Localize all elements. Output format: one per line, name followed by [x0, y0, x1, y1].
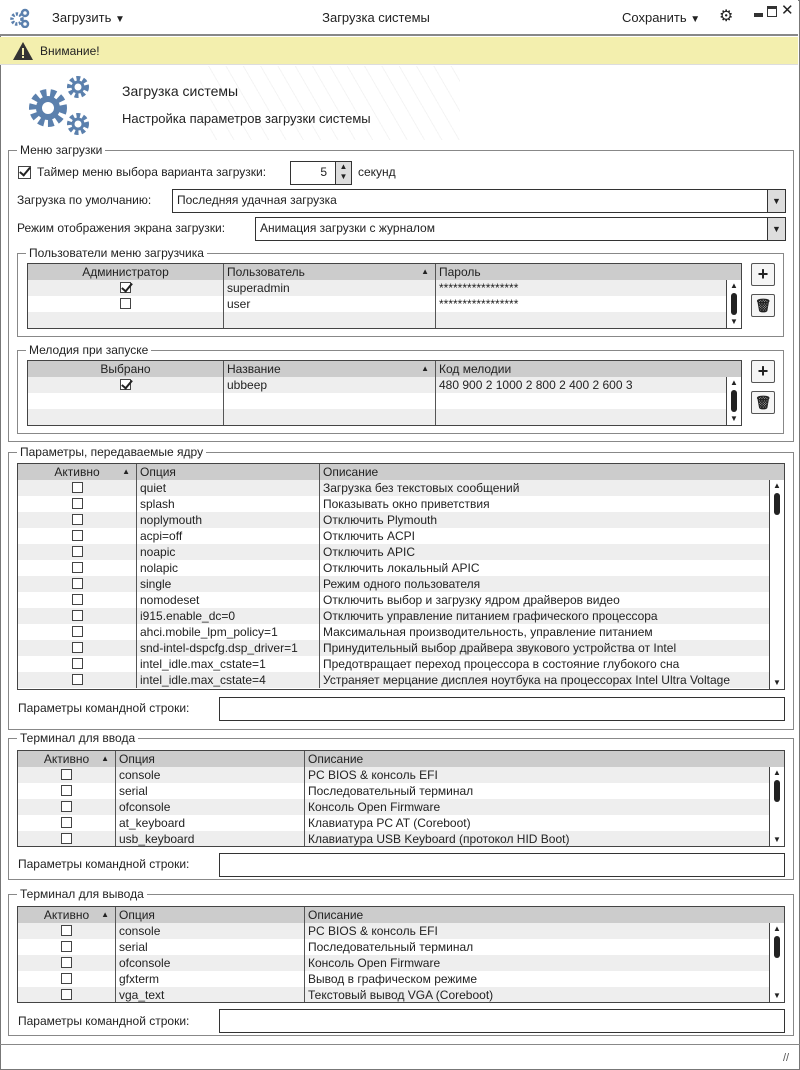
- column-header-label: Описание: [308, 908, 364, 922]
- row-checkbox[interactable]: [61, 973, 72, 984]
- row-checkbox[interactable]: [72, 498, 83, 509]
- scroll-up-icon[interactable]: ▲: [773, 924, 781, 933]
- table-row[interactable]: [18, 608, 769, 624]
- table-cell: serial: [115, 939, 304, 955]
- table-cell: Принудительный выбор драйвера звукового устройства от Intel: [319, 640, 769, 656]
- close-icon[interactable]: ✕: [781, 2, 794, 19]
- table-cell: acpi=off: [136, 528, 319, 544]
- default-boot-combo[interactable]: [172, 189, 786, 213]
- table-row[interactable]: [18, 624, 769, 640]
- checkbox-cell: [18, 971, 115, 987]
- add-melody-button[interactable]: [751, 360, 775, 383]
- kernel-cmdline-label: Параметры командной строки:: [18, 701, 190, 715]
- table-header: [28, 264, 741, 280]
- table-cell: Загрузка без текстовых сообщений: [319, 480, 769, 496]
- checkbox-cell: [18, 528, 136, 544]
- table-row[interactable]: [18, 592, 769, 608]
- table-cell: Консоль Open Firmware: [304, 799, 769, 815]
- table-cell: Последовательный терминал: [304, 783, 769, 799]
- term-in-cmdline-input[interactable]: [219, 853, 785, 877]
- table-cell: Вывод в графическом режиме: [304, 971, 769, 987]
- table-cell: ubbeep: [223, 377, 435, 393]
- column-header-label: Выбрано: [100, 362, 151, 376]
- table-cell: vga_text: [115, 987, 304, 1003]
- table-cell: Отключить ACPI: [319, 528, 769, 544]
- row-checkbox[interactable]: [61, 957, 72, 968]
- checkbox-cell: [18, 815, 115, 831]
- boot-users-table: [27, 263, 742, 329]
- trash-icon: 🗑: [754, 297, 772, 313]
- table-cell: quiet: [136, 480, 319, 496]
- scroll-down-icon[interactable]: ▼: [773, 678, 781, 687]
- page-title: Загрузка системы: [122, 83, 239, 99]
- page-subtitle: Настройка параметров загрузки системы: [122, 111, 371, 126]
- row-checkbox[interactable]: [61, 785, 72, 796]
- empty-cell: [435, 312, 726, 328]
- table-cell: Отключить выбор и загрузку ядром драйверов видео: [319, 592, 769, 608]
- row-checkbox[interactable]: [72, 578, 83, 589]
- table-cell: user: [223, 296, 435, 312]
- maximize-icon[interactable]: [767, 6, 777, 17]
- row-checkbox[interactable]: [72, 546, 83, 557]
- trash-icon: 🗑: [754, 394, 772, 410]
- column-header-label: Код мелодии: [439, 362, 512, 376]
- term-in-legend: Терминал для ввода: [17, 731, 138, 745]
- table-cell: splash: [136, 496, 319, 512]
- table-row[interactable]: [18, 496, 769, 512]
- empty-cell: [28, 312, 223, 328]
- term-in-table: [17, 750, 785, 847]
- checkbox-cell: [28, 377, 223, 393]
- kernel-cmdline-input[interactable]: [219, 697, 785, 721]
- checkbox-cell: [18, 592, 136, 608]
- scroll-down-icon[interactable]: ▼: [773, 991, 781, 1000]
- term-out-table: [17, 906, 785, 1003]
- column-header[interactable]: [115, 751, 304, 767]
- term-out-cmdline-input[interactable]: [219, 1009, 785, 1033]
- checkbox-cell: [18, 799, 115, 815]
- timer-spinner[interactable]: [290, 161, 352, 185]
- table-row[interactable]: [18, 955, 769, 971]
- checkbox-cell: [18, 560, 136, 576]
- empty-cell: [223, 393, 435, 409]
- timer-value: 5: [320, 165, 327, 179]
- table-cell: PC BIOS & консоль EFI: [304, 923, 769, 939]
- resize-grip-icon[interactable]: //: [783, 1052, 790, 1064]
- scroll-thumb[interactable]: [774, 493, 780, 515]
- table-cell: usb_keyboard: [115, 831, 304, 847]
- settings-gear-icon[interactable]: ⚙: [719, 8, 734, 25]
- table-row[interactable]: [18, 480, 769, 496]
- table-row[interactable]: [18, 799, 769, 815]
- scroll-down-icon[interactable]: ▼: [773, 835, 781, 844]
- table-cell: Устраняет мерцание дисплея ноутбука на процессорах Intel Ultra Voltage: [319, 672, 769, 688]
- table-row[interactable]: [18, 528, 769, 544]
- sort-ascending-icon: ▲: [421, 267, 429, 276]
- table-cell: single: [136, 576, 319, 592]
- column-header[interactable]: [223, 264, 435, 280]
- warning-text: Внимание!: [40, 44, 100, 58]
- sort-ascending-icon: ▲: [122, 467, 130, 476]
- row-checkbox[interactable]: [120, 298, 131, 309]
- table-row[interactable]: [18, 672, 769, 688]
- row-checkbox[interactable]: [72, 530, 83, 541]
- row-checkbox[interactable]: [61, 833, 72, 844]
- boot-users-legend: Пользователи меню загрузчика: [26, 246, 207, 260]
- table-cell: ofconsole: [115, 799, 304, 815]
- checkbox-cell: [18, 624, 136, 640]
- spinner-arrows-icon[interactable]: ▲ ▼: [335, 162, 351, 184]
- column-header-label: Опция: [119, 908, 155, 922]
- warning-icon: [12, 41, 34, 61]
- system-gears-icon: [26, 74, 94, 138]
- scrollbar[interactable]: [769, 923, 784, 1002]
- status-bar-divider: [0, 1044, 800, 1045]
- table-header: [18, 464, 784, 480]
- default-boot-label: Загрузка по умолчанию:: [17, 193, 152, 207]
- timer-unit: секунд: [358, 165, 396, 179]
- table-cell: Отключить APIC: [319, 544, 769, 560]
- column-header-label: Активно: [43, 752, 90, 766]
- row-checkbox[interactable]: [61, 925, 72, 936]
- default-boot-value: Последняя удачная загрузка: [177, 193, 337, 207]
- column-header-label: Опция: [119, 752, 155, 766]
- checkbox-cell: [18, 608, 136, 624]
- table-cell: intel_idle.max_cstate=4: [136, 672, 319, 688]
- table-cell: ahci.mobile_lpm_policy=1: [136, 624, 319, 640]
- checkbox-cell: [28, 296, 223, 312]
- table-row[interactable]: [18, 987, 769, 1003]
- melody-table: [27, 360, 742, 426]
- table-row[interactable]: [18, 783, 769, 799]
- chevron-down-icon[interactable]: ▼: [767, 218, 785, 240]
- table-cell: console: [115, 767, 304, 783]
- table-header: [18, 907, 784, 923]
- row-checkbox[interactable]: [72, 482, 83, 493]
- table-cell: Клавиатура USB Keyboard (протокол HID Boot): [304, 831, 769, 847]
- column-header-label: Администратор: [82, 265, 169, 279]
- column-header[interactable]: [28, 361, 223, 377]
- checkbox-cell: [18, 576, 136, 592]
- column-header[interactable]: [435, 264, 741, 280]
- row-checkbox[interactable]: [72, 626, 83, 637]
- row-checkbox[interactable]: [72, 610, 83, 621]
- checkbox-cell: [18, 831, 115, 847]
- add-user-button[interactable]: [751, 263, 775, 286]
- column-header-label: Опция: [140, 465, 176, 479]
- scroll-thumb[interactable]: [774, 936, 780, 958]
- kernel-table: [17, 463, 785, 690]
- column-header-label: Пользователь: [227, 265, 305, 279]
- column-header-label: Активно: [54, 465, 100, 479]
- save-menu-label: Сохранить: [622, 10, 687, 25]
- checkbox-cell: [18, 656, 136, 672]
- checkbox-cell: [18, 955, 115, 971]
- row-checkbox[interactable]: [72, 658, 83, 669]
- column-header[interactable]: [28, 264, 223, 280]
- hex-pattern-background: [200, 66, 460, 140]
- table-cell: *****************: [435, 280, 726, 296]
- table-header: [28, 361, 741, 377]
- row-checkbox[interactable]: [72, 674, 83, 685]
- table-row[interactable]: [18, 640, 769, 656]
- term-in-cmdline-label: Параметры командной строки:: [18, 857, 190, 871]
- table-cell: serial: [115, 783, 304, 799]
- table-cell: noplymouth: [136, 512, 319, 528]
- row-checkbox[interactable]: [72, 514, 83, 525]
- column-header[interactable]: [136, 464, 319, 480]
- table-header: [18, 751, 784, 767]
- timer-checkbox[interactable]: [18, 166, 31, 179]
- table-cell: nomodeset: [136, 592, 319, 608]
- table-row[interactable]: [18, 923, 769, 939]
- table-cell: Отключить управление питанием графического процессора: [319, 608, 769, 624]
- table-cell: *****************: [435, 296, 726, 312]
- sort-ascending-icon: ▲: [101, 910, 109, 919]
- checkbox-cell: [18, 767, 115, 783]
- checkbox-cell: [18, 939, 115, 955]
- table-row[interactable]: [18, 831, 769, 847]
- column-header[interactable]: [304, 907, 784, 923]
- scrollbar[interactable]: [769, 767, 784, 846]
- table-cell: Максимальная производительность, управление питанием: [319, 624, 769, 640]
- table-row[interactable]: [18, 939, 769, 955]
- table-cell: Консоль Open Firmware: [304, 955, 769, 971]
- table-cell: gfxterm: [115, 971, 304, 987]
- scroll-up-icon[interactable]: ▲: [730, 281, 738, 290]
- scroll-thumb[interactable]: [774, 780, 780, 802]
- column-header-label: Описание: [308, 752, 364, 766]
- empty-cell: [223, 409, 435, 425]
- column-header-label: Пароль: [439, 265, 481, 279]
- table-cell: Отключить Plymouth: [319, 512, 769, 528]
- melody-legend: Мелодия при запуске: [26, 343, 151, 357]
- table-cell: nolapic: [136, 560, 319, 576]
- empty-cell: [435, 409, 726, 425]
- empty-cell: [223, 312, 435, 328]
- table-row[interactable]: [18, 656, 769, 672]
- table-cell: Последовательный терминал: [304, 939, 769, 955]
- minimize-icon[interactable]: [754, 13, 763, 17]
- checkbox-cell: [18, 987, 115, 1003]
- scroll-up-icon[interactable]: ▲: [730, 378, 738, 387]
- table-cell: snd-intel-dspcfg.dsp_driver=1: [136, 640, 319, 656]
- checkbox-cell: [18, 496, 136, 512]
- delete-user-button[interactable]: [751, 294, 775, 317]
- column-header[interactable]: [18, 464, 136, 480]
- table-cell: Текстовый вывод VGA (Coreboot): [304, 987, 769, 1003]
- sort-ascending-icon: ▲: [421, 364, 429, 373]
- column-header[interactable]: [304, 751, 784, 767]
- load-menu-label: Загрузить: [52, 10, 112, 25]
- row-checkbox[interactable]: [72, 562, 83, 573]
- plus-icon: +: [757, 264, 769, 284]
- kernel-legend: Параметры, передаваемые ядру: [17, 445, 206, 459]
- table-row[interactable]: [18, 576, 769, 592]
- window-title: Загрузка системы: [322, 10, 430, 25]
- scroll-thumb[interactable]: [731, 293, 737, 315]
- checkbox-cell: [18, 544, 136, 560]
- table-row[interactable]: [18, 544, 769, 560]
- warning-bar: [0, 37, 798, 65]
- checkbox-cell: [28, 280, 223, 296]
- row-checkbox[interactable]: [61, 989, 72, 1000]
- table-cell: Показывать окно приветствия: [319, 496, 769, 512]
- row-checkbox[interactable]: [61, 817, 72, 828]
- table-cell: Предотвращает переход процессора в состояние глубокого сна: [319, 656, 769, 672]
- display-mode-label: Режим отображения экрана загрузки:: [17, 221, 226, 235]
- table-row[interactable]: [28, 296, 726, 312]
- column-header[interactable]: [223, 361, 435, 377]
- column-header[interactable]: [18, 907, 115, 923]
- display-mode-value: Анимация загрузки с журналом: [260, 221, 435, 235]
- scrollbar[interactable]: [769, 480, 784, 689]
- table-cell: noapic: [136, 544, 319, 560]
- sort-ascending-icon: ▲: [101, 754, 109, 763]
- table-cell: at_keyboard: [115, 815, 304, 831]
- scroll-up-icon[interactable]: ▲: [773, 481, 781, 490]
- plus-icon: +: [757, 361, 769, 381]
- column-header[interactable]: [435, 361, 741, 377]
- empty-row[interactable]: [28, 393, 726, 409]
- empty-cell: [28, 393, 223, 409]
- table-row[interactable]: [18, 815, 769, 831]
- chevron-down-icon[interactable]: ▼: [767, 190, 785, 212]
- row-checkbox[interactable]: [61, 801, 72, 812]
- display-mode-combo[interactable]: [255, 217, 786, 241]
- save-menu-button[interactable]: [622, 10, 700, 28]
- row-checkbox[interactable]: [61, 941, 72, 952]
- scroll-down-icon[interactable]: ▼: [730, 317, 738, 326]
- table-cell: PC BIOS & консоль EFI: [304, 767, 769, 783]
- scroll-thumb[interactable]: [731, 390, 737, 412]
- column-header-label: Описание: [323, 465, 379, 479]
- empty-cell: [28, 409, 223, 425]
- scroll-down-icon[interactable]: ▼: [730, 414, 738, 423]
- empty-row[interactable]: [28, 409, 726, 425]
- table-cell: Клавиатура PC AT (Coreboot): [304, 815, 769, 831]
- delete-melody-button[interactable]: [751, 391, 775, 414]
- table-cell: Режим одного пользователя: [319, 576, 769, 592]
- table-row[interactable]: [28, 377, 726, 393]
- checkbox-cell: [18, 783, 115, 799]
- column-header-label: Название: [227, 362, 281, 376]
- column-header-label: Активно: [43, 908, 90, 922]
- row-checkbox[interactable]: [61, 769, 72, 780]
- checkbox-cell: [18, 640, 136, 656]
- row-checkbox[interactable]: [120, 282, 131, 293]
- term-out-cmdline-label: Параметры командной строки:: [18, 1014, 190, 1028]
- checkbox-cell: [18, 512, 136, 528]
- table-cell: superadmin: [223, 280, 435, 296]
- row-checkbox[interactable]: [72, 594, 83, 605]
- scrollbar[interactable]: [726, 280, 741, 328]
- timer-label: Таймер меню выбора варианта загрузки:: [37, 165, 267, 179]
- table-cell: i915.enable_dc=0: [136, 608, 319, 624]
- term-out-legend: Терминал для вывода: [17, 887, 147, 901]
- table-cell: intel_idle.max_cstate=1: [136, 656, 319, 672]
- checkbox-cell: [18, 923, 115, 939]
- column-header[interactable]: [18, 751, 115, 767]
- table-cell: 480 900 2 1000 2 800 2 400 2 600 3: [435, 377, 726, 393]
- row-checkbox[interactable]: [120, 379, 131, 390]
- table-row[interactable]: [18, 512, 769, 528]
- table-cell: Отключить локальный APIC: [319, 560, 769, 576]
- title-bar: [0, 0, 798, 36]
- table-row[interactable]: [28, 280, 726, 296]
- table-row[interactable]: [18, 971, 769, 987]
- empty-row[interactable]: [28, 312, 726, 328]
- table-row[interactable]: [18, 767, 769, 783]
- table-cell: console: [115, 923, 304, 939]
- table-cell: ofconsole: [115, 955, 304, 971]
- checkbox-cell: [18, 480, 136, 496]
- scroll-up-icon[interactable]: ▲: [773, 768, 781, 777]
- boot-menu-legend: Меню загрузки: [17, 143, 105, 157]
- column-header[interactable]: [319, 464, 784, 480]
- chevron-down-icon: ▼: [690, 14, 701, 25]
- scrollbar[interactable]: [726, 377, 741, 425]
- row-checkbox[interactable]: [72, 642, 83, 653]
- chevron-down-icon: ▼: [114, 14, 125, 25]
- empty-cell: [435, 393, 726, 409]
- table-row[interactable]: [18, 560, 769, 576]
- checkbox-cell: [18, 672, 136, 688]
- column-header[interactable]: [115, 907, 304, 923]
